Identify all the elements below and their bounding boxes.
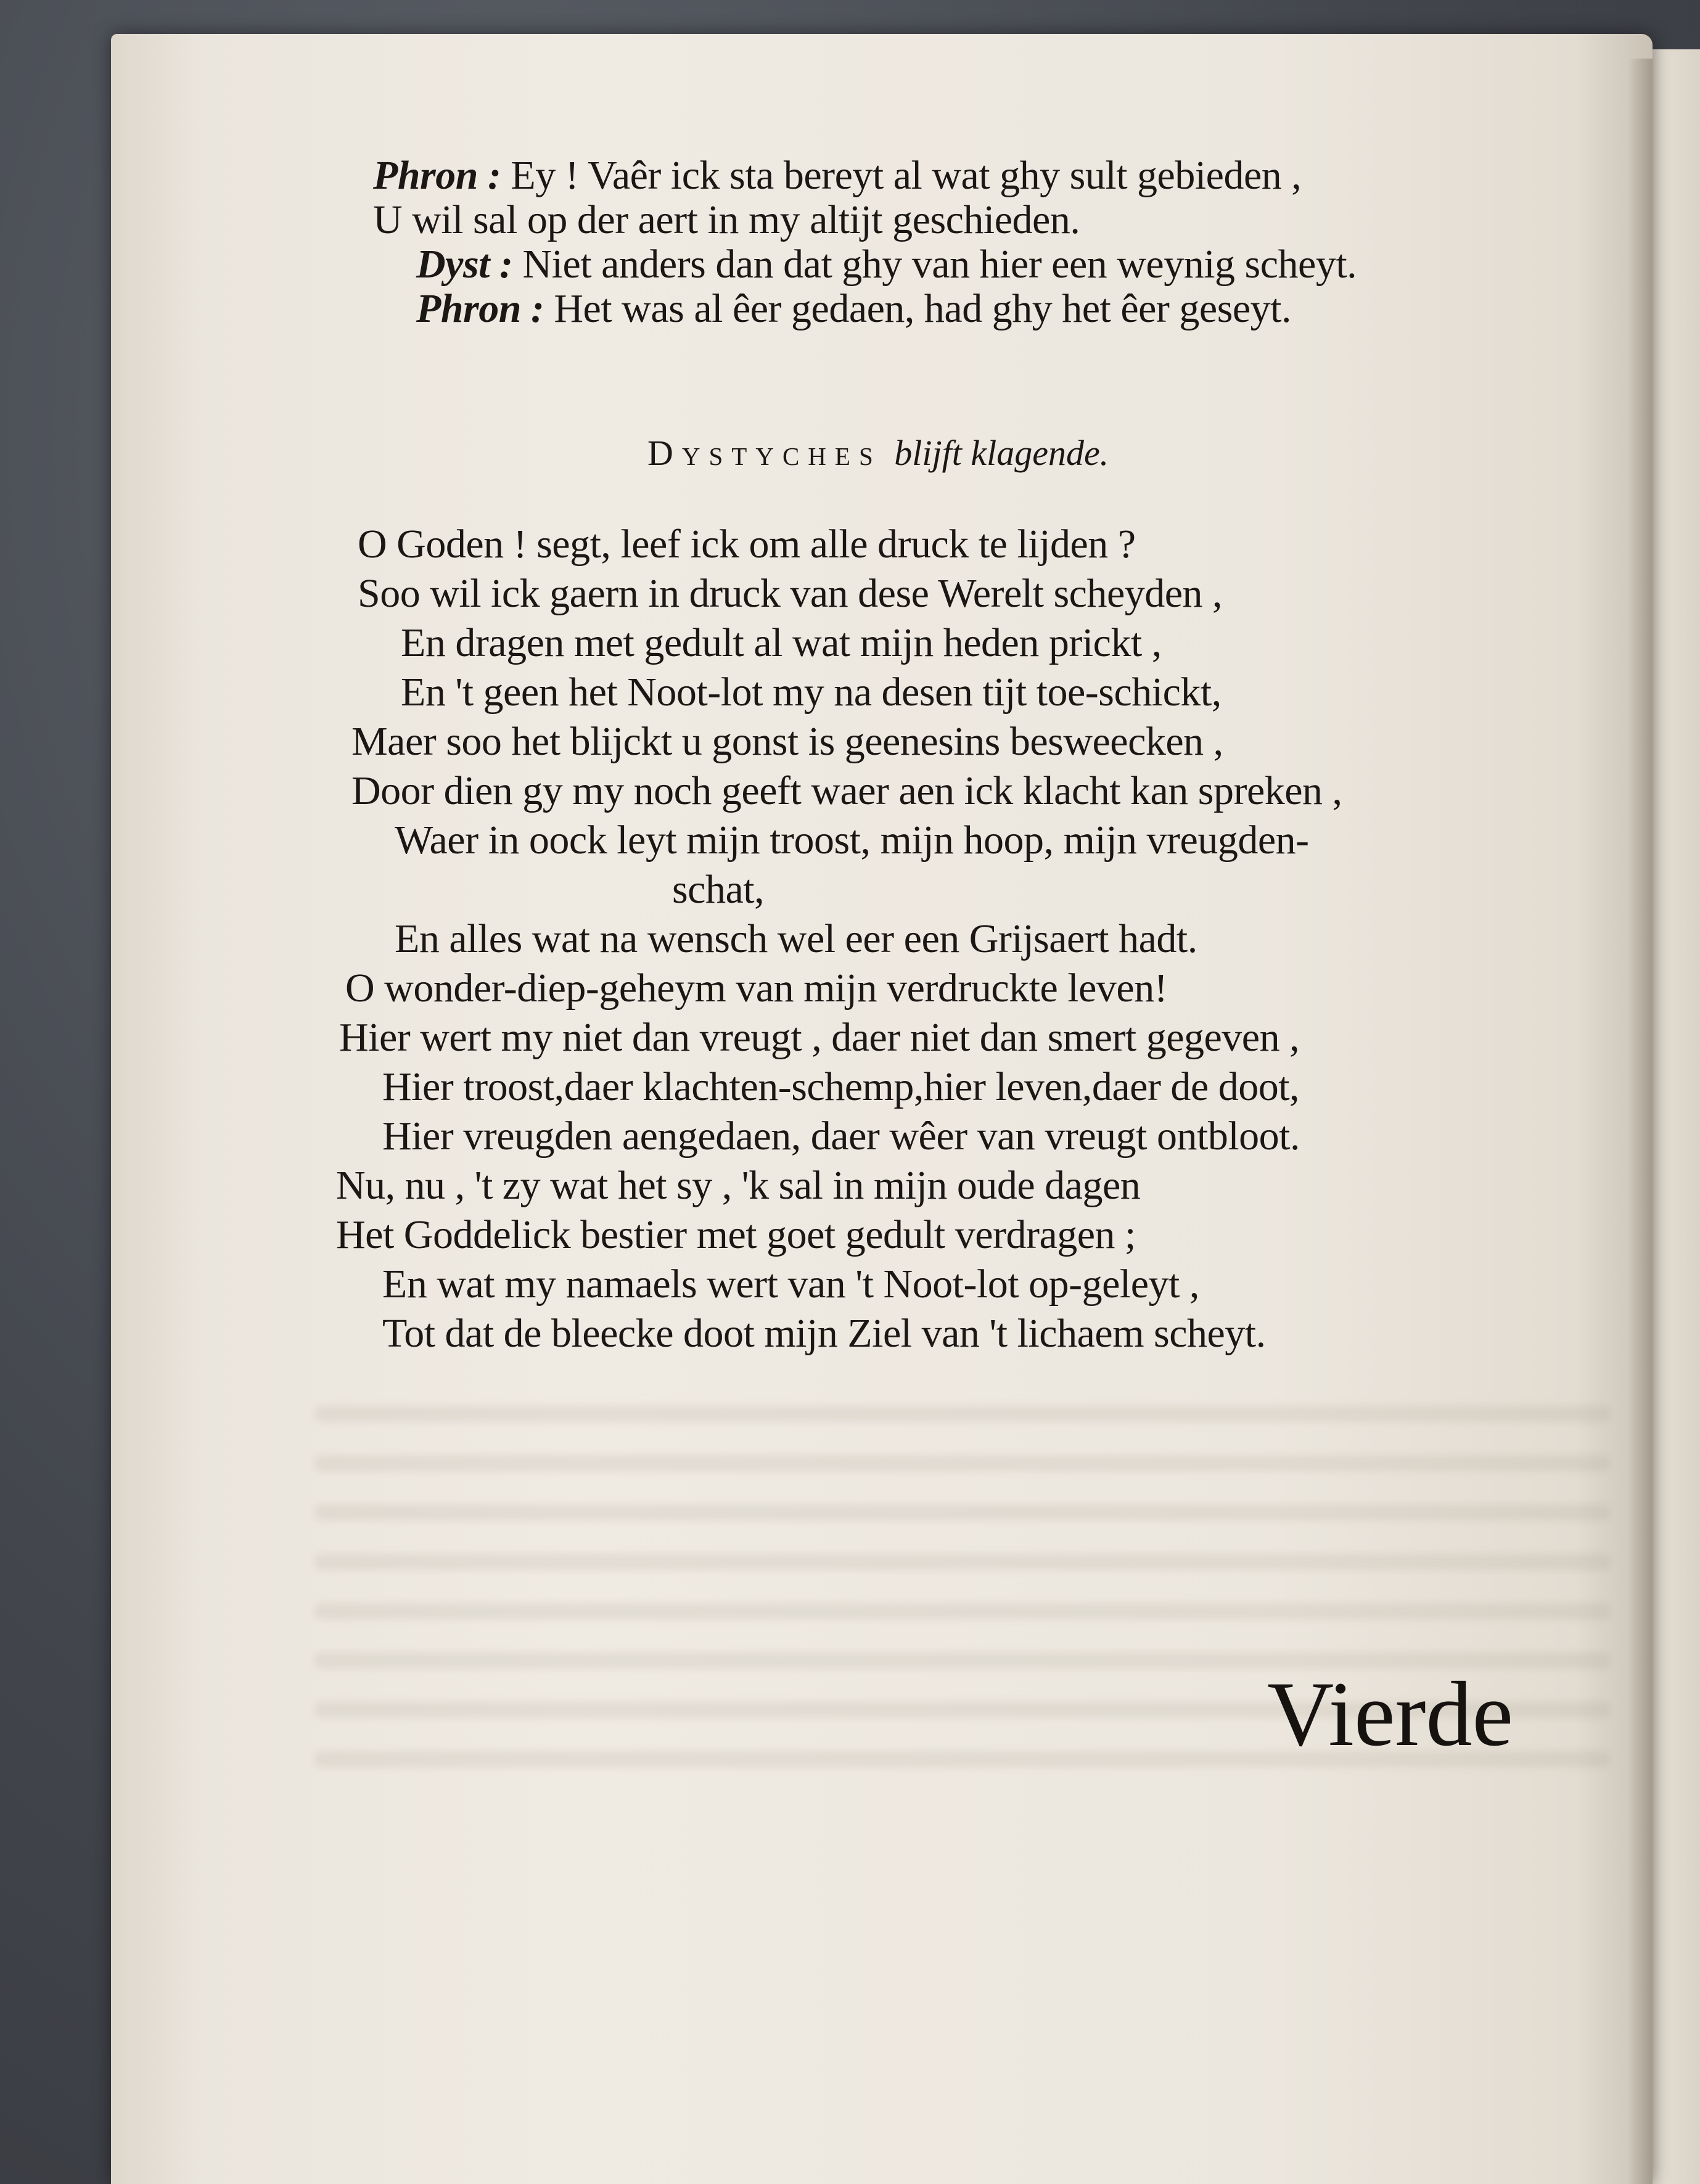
verse-line: schat, bbox=[672, 867, 765, 912]
dialogue-line bbox=[416, 284, 1291, 334]
speaker-name: Phron : bbox=[373, 153, 501, 198]
verse-line: Het Goddelick bestier met goet gedult verdragen ; bbox=[336, 1212, 1136, 1257]
dialogue-text: Het was al êer gedaen, had ghy het êer geseyt. bbox=[554, 286, 1292, 331]
dialogue-text: Niet anders dan dat ghy van hier een weynig scheyt. bbox=[522, 242, 1357, 287]
dialogue-line bbox=[373, 151, 1301, 200]
verse-line: Hier vreugden aengedaen, daer wêer van vreugt ontbloot. bbox=[382, 1114, 1300, 1159]
stage-direction bbox=[647, 429, 1109, 478]
verse-line: Door dien gy my noch geeft waer aen ick klacht kan spreken , bbox=[351, 768, 1342, 813]
dialogue-line bbox=[373, 195, 1080, 245]
dialogue-text: Ey ! Vaêr ick sta bereyt al wat ghy sult gebieden , bbox=[511, 153, 1302, 198]
verse-line: En dragen met gedult al wat mijn heden prickt , bbox=[401, 620, 1162, 665]
verse-line: O wonder-diep-geheym van mijn verdruckte leven! bbox=[345, 966, 1168, 1011]
dialogue-line bbox=[416, 240, 1357, 289]
verse-line: En alles wat na wensch wel eer een Grijsaert hadt. bbox=[395, 916, 1197, 961]
speaker-name: Phron : bbox=[416, 286, 544, 331]
page-text bbox=[111, 34, 1653, 2184]
verse-line: Maer soo het blijckt u gonst is geenesins besweecken , bbox=[351, 719, 1223, 764]
verse-line: O Goden ! segt, leef ick om alle druck te lijden ? bbox=[358, 522, 1136, 567]
verse-line: En wat my namaels wert van 't Noot-lot op-geleyt , bbox=[382, 1262, 1199, 1307]
character-name: Dystyches bbox=[647, 433, 882, 473]
verse-line: Nu, nu , 't zy wat het sy , 'k sal in mijn oude dagen bbox=[336, 1163, 1141, 1208]
verse-line: Hier troost,daer klachten-schemp,hier leven,daer de doot, bbox=[382, 1064, 1300, 1109]
speaker-name: Dyst : bbox=[416, 242, 513, 287]
stage-action: blijft klagende. bbox=[894, 433, 1109, 473]
verse-line: Tot dat de bleecke doot mijn Ziel van 't lichaem scheyt. bbox=[382, 1311, 1266, 1356]
verse-line: Hier wert my niet dan vreugt , daer niet dan smert gegeven , bbox=[339, 1015, 1300, 1060]
verse-line: En 't geen het Noot-lot my na desen tijt toe-schickt, bbox=[401, 670, 1222, 715]
catchword: Vierde bbox=[1267, 1663, 1514, 1765]
verse-line: Waer in oock leyt mijn troost, mijn hoop, mijn vreugden- bbox=[395, 818, 1309, 863]
book-page bbox=[111, 34, 1653, 2184]
verse-line: Soo wil ick gaern in druck van dese Werelt scheyden , bbox=[358, 571, 1223, 616]
dialogue-text: U wil sal op der aert in my altijt geschieden. bbox=[373, 197, 1080, 242]
